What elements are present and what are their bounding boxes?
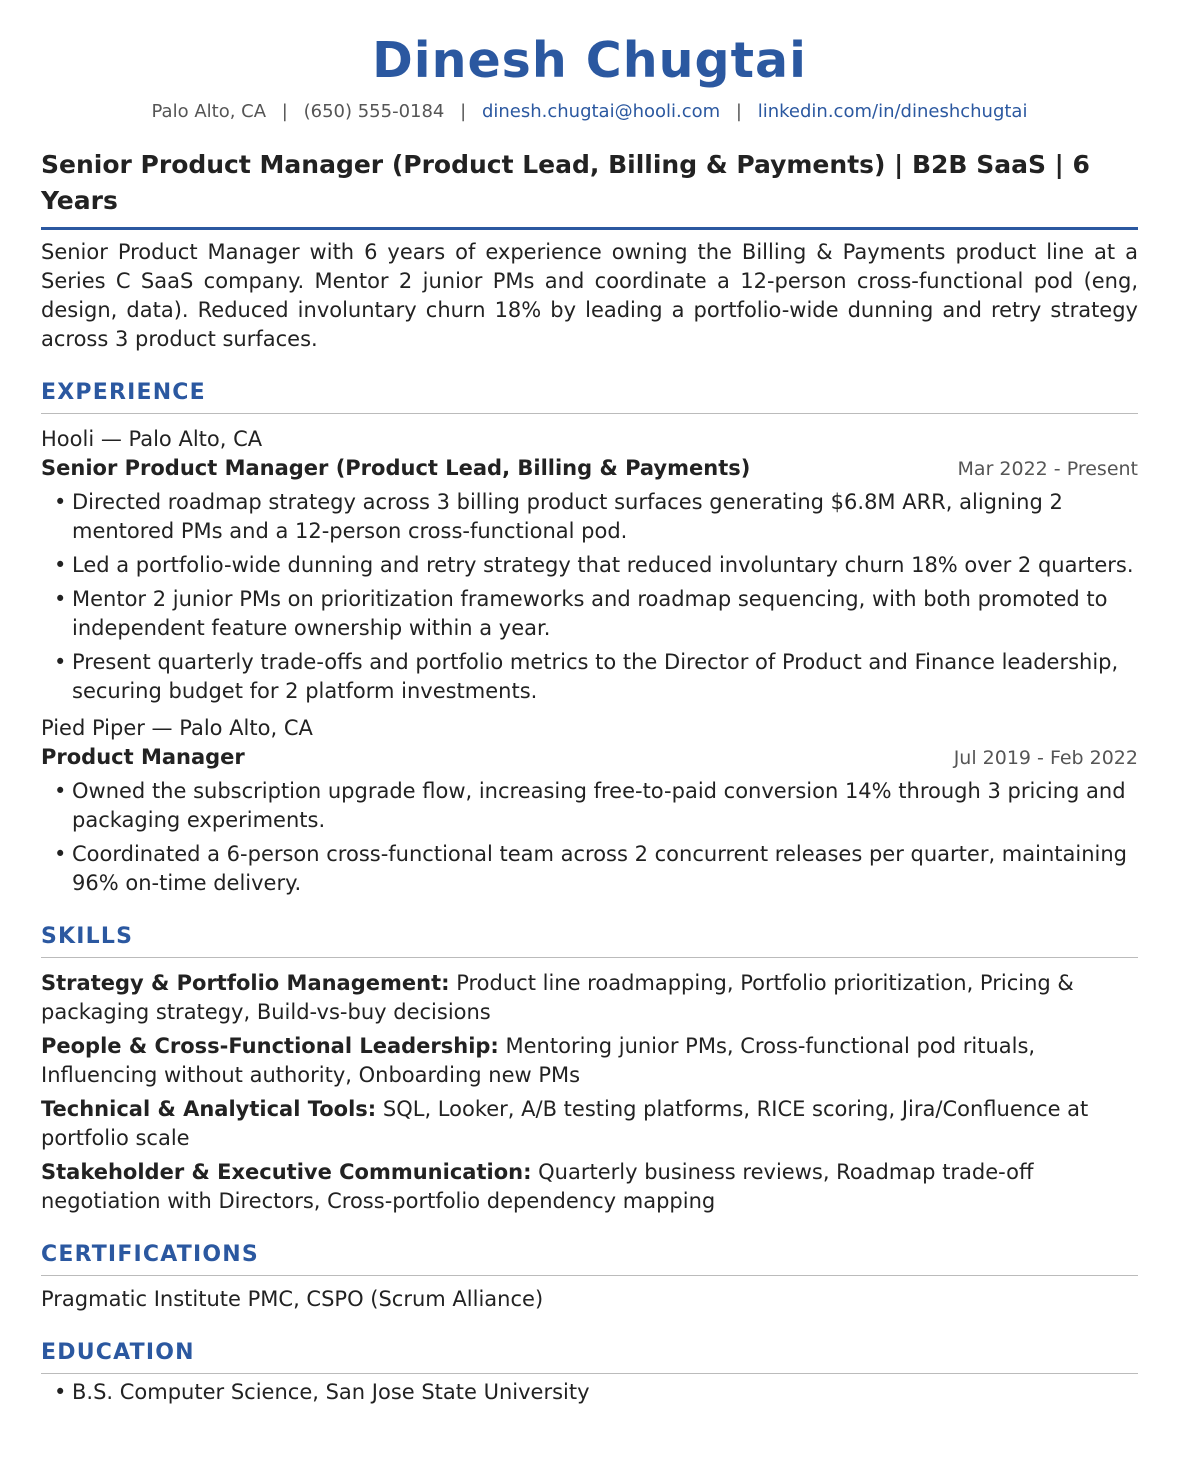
skill-text: SQL, Looker, A/B testing platforms, RICE scoring, Jira/Confluence at portfolio scale: [41, 1097, 1089, 1150]
skill-text: Product line roadmapping, Portfolio prioritization, Pricing & packaging strategy, Build-vs-buy decisions: [41, 971, 1074, 1024]
skill-text: Mentoring junior PMs, Cross-functional pod rituals, Influencing without authority, Onboarding new PMs: [41, 1034, 1036, 1087]
job-bullets: [41, 488, 1138, 706]
job-entry: [41, 425, 1138, 706]
section-title-experience: EXPERIENCE: [41, 377, 1138, 414]
skills-list: [41, 969, 1138, 1216]
skill-text: Quarterly business reviews, Roadmap trade-off negotiation with Directors, Cross-portfolio dependency mapping: [41, 1160, 1034, 1213]
section-title-education: EDUCATION: [41, 1337, 1138, 1374]
skill-label: Stakeholder & Executive Communication:: [41, 1160, 532, 1184]
job-bullets: [41, 777, 1138, 898]
contact-separator: |: [735, 101, 742, 122]
skill-row: [41, 969, 1138, 1027]
skill-row: [41, 1032, 1138, 1090]
bullet-item: • Present quarterly trade-offs and portfolio metrics to the Director of Product and Finance leadership, securing budget for 2 platform investments.: [41, 648, 1138, 706]
skill-label: People & Cross-Functional Leadership:: [41, 1034, 499, 1058]
bullet-item: • Owned the subscription upgrade flow, increasing free-to-paid conversion 14% through 3 pricing and packaging experiments.: [41, 777, 1138, 835]
bullet-item: • Mentor 2 junior PMs on prioritization frameworks and roadmap sequencing, with both promoted to independent feature ownership within a year.: [41, 585, 1138, 643]
job-company: Pied Piper — Palo Alto, CA: [41, 716, 313, 740]
section-title-skills: SKILLS: [41, 921, 1138, 958]
section-title-certifications: CERTIFICATIONS: [41, 1239, 1138, 1276]
job-title: Senior Product Manager (Product Lead, Billing & Payments): [41, 456, 751, 480]
job-dates: Jul 2019 - Feb 2022: [953, 747, 1138, 769]
bullet-item: • Coordinated a 6-person cross-functional team across 2 concurrent releases per quarter, maintaining 96% on-time delivery.: [41, 840, 1138, 898]
location: Palo Alto, CA: [151, 101, 267, 122]
skill-label: Strategy & Portfolio Management:: [41, 971, 450, 995]
headline: Senior Product Manager (Product Lead, Billing & Payments) | B2B SaaS | 6 Years: [41, 147, 1138, 230]
job-dates: Mar 2022 - Present: [957, 458, 1138, 480]
job-entry: [41, 714, 1138, 898]
skill-row: [41, 1158, 1138, 1216]
bullet-item: • Led a portfolio-wide dunning and retry strategy that reduced involuntary churn 18% over 2 quarters.: [41, 551, 1138, 580]
phone: (650) 555-0184: [303, 101, 445, 122]
summary: Senior Product Manager with 6 years of experience owning the Billing & Payments product line at a Series C SaaS company. Mentor 2 junior PMs and coordinate a 12-person cross-functional pod (eng, design, data). Reduced involuntary churn 18% by leading a portfolio-wide dunning and retry strategy across 3 product surfaces.: [41, 240, 1138, 351]
job-company: Hooli — Palo Alto, CA: [41, 427, 263, 451]
certifications-text: Pragmatic Institute PMC, CSPO (Scrum Alliance): [41, 1287, 544, 1311]
education-item: • B.S. Computer Science, San Jose State University: [41, 1378, 1138, 1407]
contact-separator: |: [460, 101, 467, 122]
contact-line: [41, 100, 1138, 124]
linkedin-link[interactable]: linkedin.com/in/dineshchugtai: [757, 101, 1028, 122]
skill-row: [41, 1095, 1138, 1153]
contact-separator: |: [281, 101, 288, 122]
job-title-line: [41, 454, 1138, 484]
education-list: [41, 1378, 1138, 1407]
bullet-item: • Directed roadmap strategy across 3 billing product surfaces generating $6.8M ARR, aligning 2 mentored PMs and a 12-person cross-functional pod.: [41, 488, 1138, 546]
email-link[interactable]: dinesh.chugtai@hooli.com: [481, 101, 721, 122]
candidate-name: Dinesh Chugtai: [372, 32, 807, 89]
job-title: Product Manager: [41, 745, 245, 769]
job-title-line: [41, 743, 1138, 773]
skill-label: Technical & Analytical Tools:: [41, 1097, 377, 1121]
